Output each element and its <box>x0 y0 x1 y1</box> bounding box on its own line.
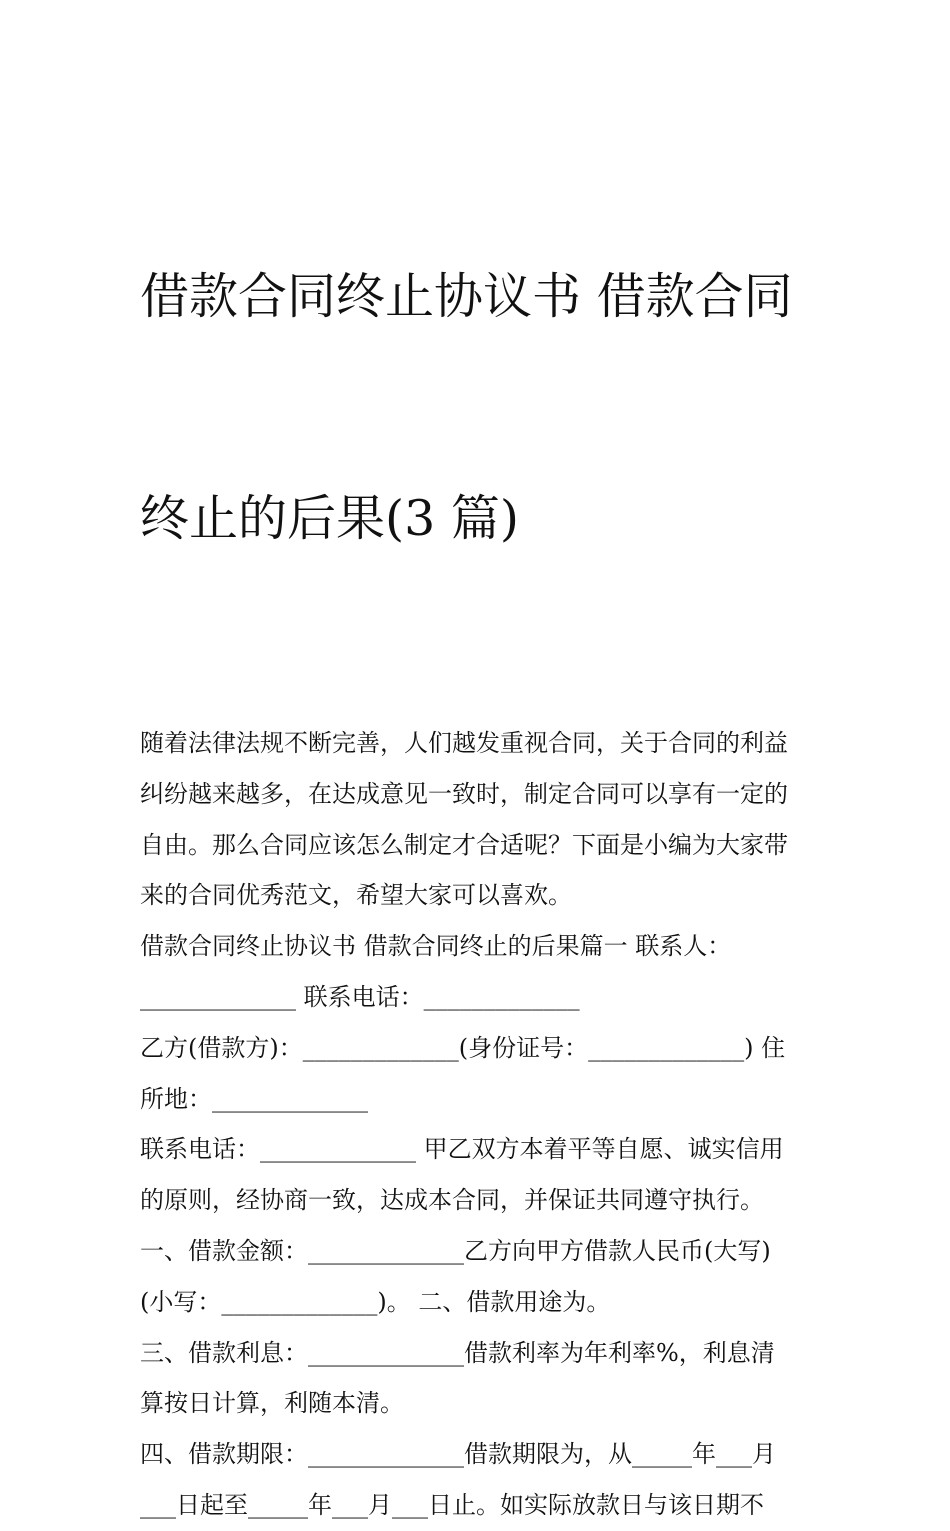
body-line: (小写：_____________)。 二、借款用途为。 <box>140 1287 611 1316</box>
document-body <box>140 718 820 1531</box>
body-line: 联系电话：_____________ 甲乙双方本着平等自愿、诚实信用 <box>140 1135 784 1164</box>
document-title <box>140 112 820 704</box>
body-line: 借款合同终止协议书 借款合同终止的后果篇一 联系人： <box>140 932 732 961</box>
body-line: 随着法律法规不断完善，人们越发重视合同，关于合同的利益 <box>140 729 788 757</box>
body-line: 纠纷越来越多，在达成意见一致时，制定合同可以享有一定的 <box>140 779 788 808</box>
body-line: 的原则，经协商一致，达成本合同，并保证共同遵守执行。 <box>140 1186 764 1215</box>
title-line-2: 终止的后果(3 篇) <box>140 490 519 547</box>
body-line: 三、借款利息：_____________借款利率为年利率%，利息清 <box>140 1338 775 1367</box>
body-line: 一、借款金额：_____________乙方向甲方借款人民币(大写) <box>140 1236 771 1265</box>
body-line: 算按日计算，利随本清。 <box>140 1389 404 1418</box>
body-line: ___日起至_____年___月___日止。如实际放款日与该日期不 <box>140 1490 764 1519</box>
body-line: 四、借款期限：_____________借款期限为，从_____年___月 <box>140 1440 776 1469</box>
body-line: 乙方(借款方)：_____________(身份证号：_____________) 住 <box>140 1033 786 1062</box>
document-content <box>140 112 820 1531</box>
body-line: 自由。那么合同应该怎么制定才合适呢？下面是小编为大家带 <box>140 830 788 859</box>
body-line: _____________ 联系电话：_____________ <box>140 982 580 1011</box>
body-line: 所地：_____________ <box>140 1084 368 1113</box>
title-line-1: 借款合同终止协议书 借款合同 <box>140 268 793 325</box>
body-line: 来的合同优秀范文，希望大家可以喜欢。 <box>140 881 572 910</box>
